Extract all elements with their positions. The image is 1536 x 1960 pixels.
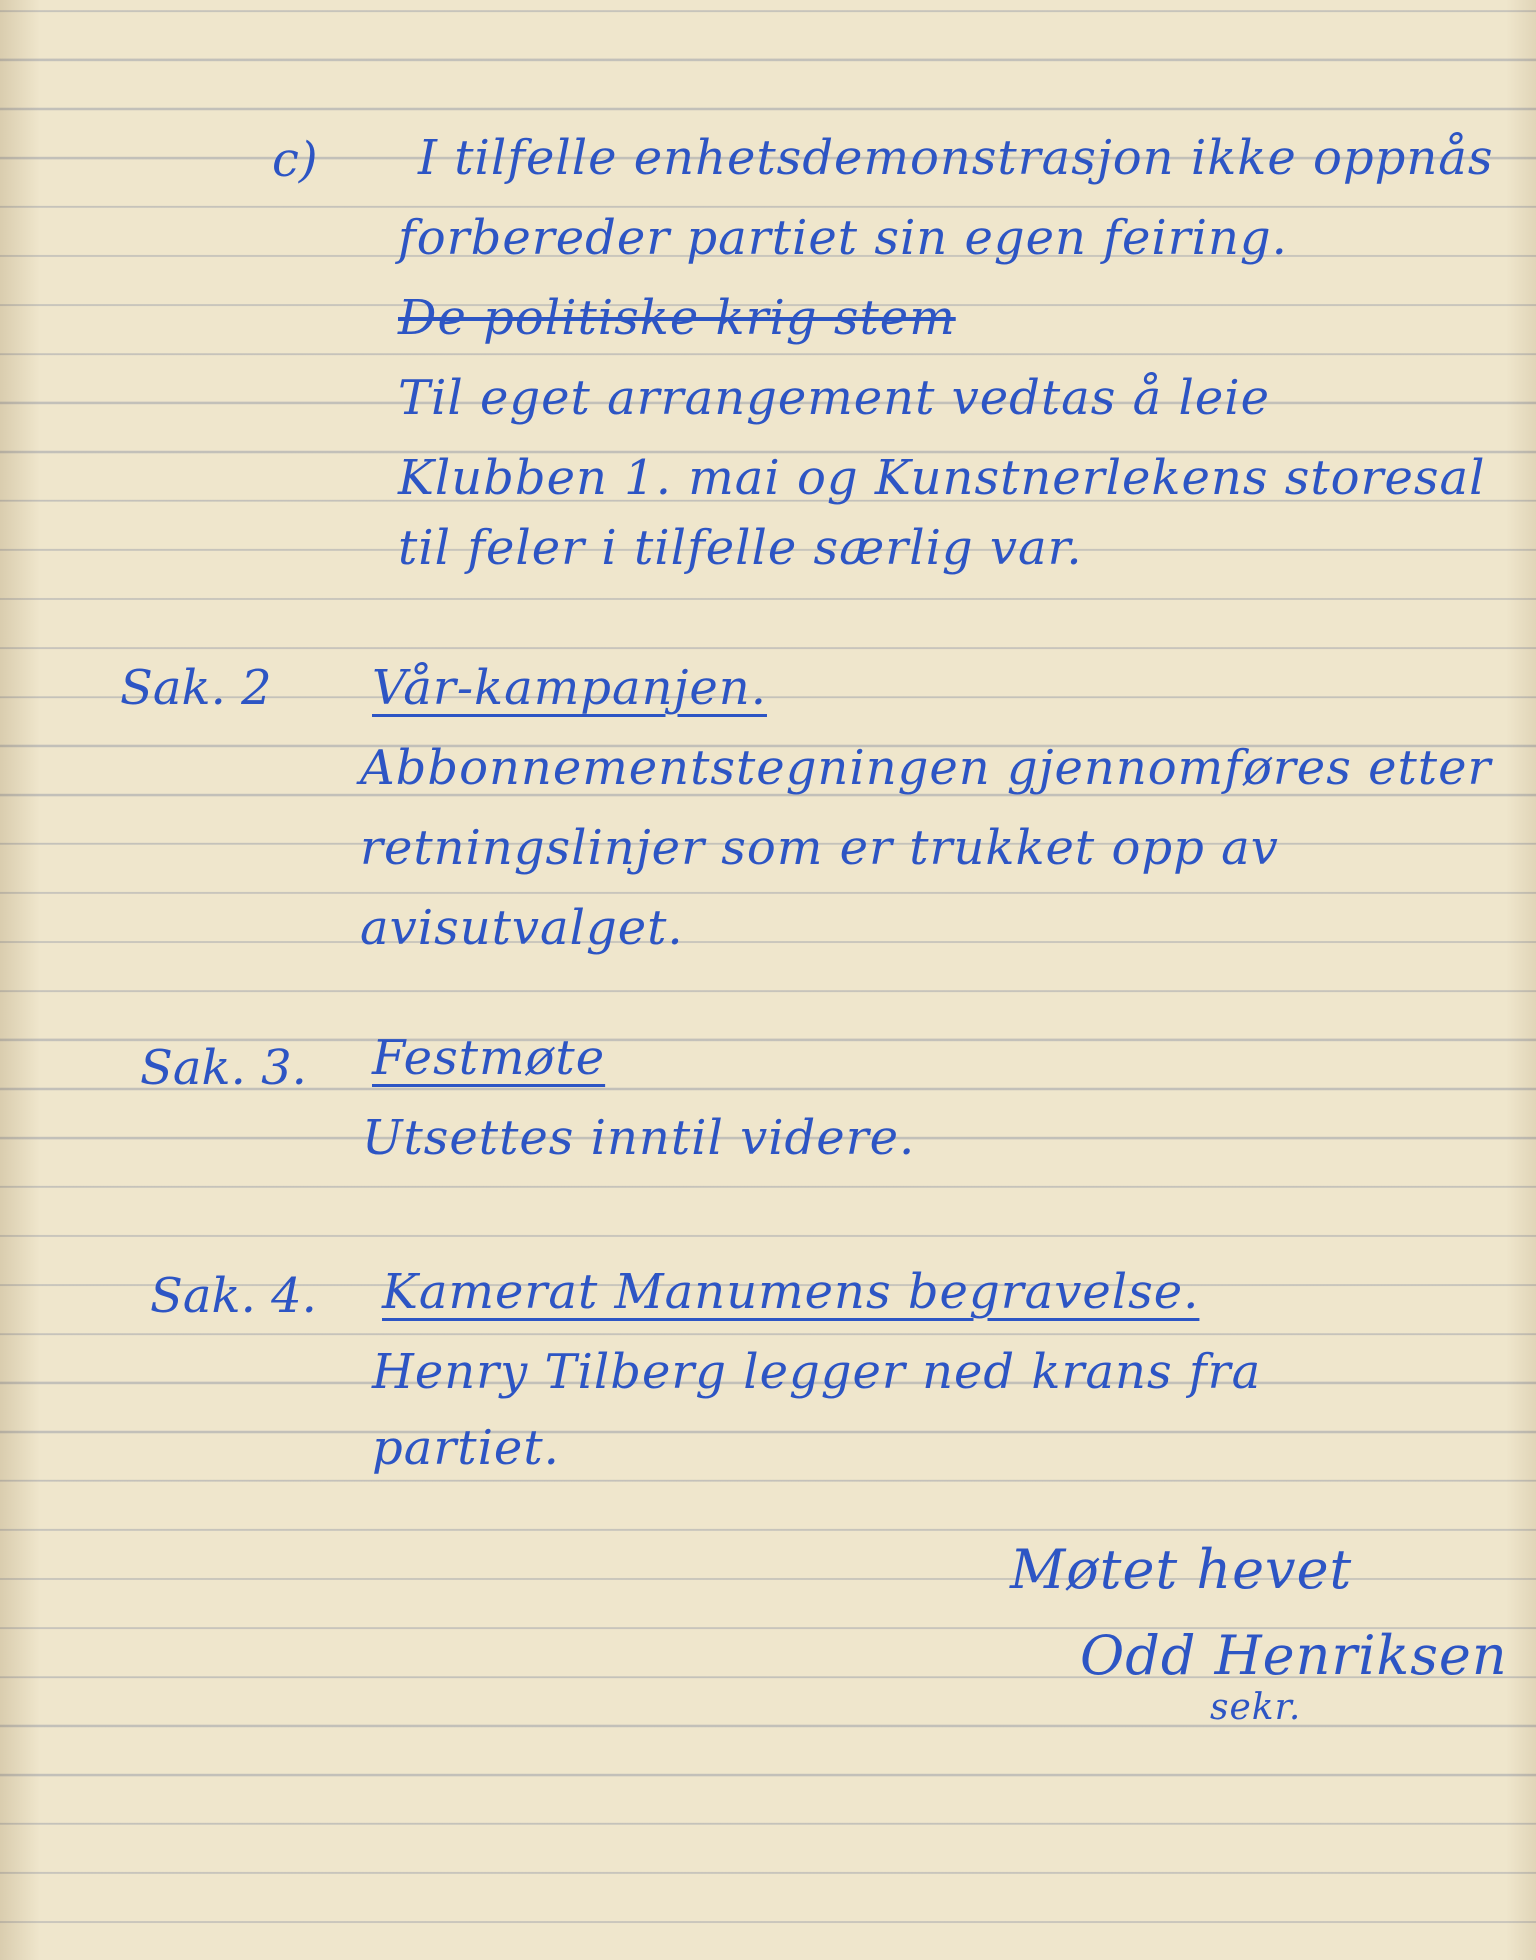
signature-name: Odd Henriksen [1080, 1624, 1508, 1687]
item-c-line-1: I tilfelle enhetsdemonstrasjon ikke oppnås [418, 130, 1494, 186]
sak-3-heading: Festmøte [372, 1030, 606, 1086]
item-c-line-4: Til eget arrangement vedtas å leie [398, 370, 1271, 426]
sak-4-heading: Kamerat Manumens begravelse. [382, 1264, 1200, 1320]
sak-2-line-2: retningslinjer som er trukket opp av [360, 820, 1279, 876]
item-c-line-6: til feler i tilfelle særlig var. [398, 520, 1083, 576]
sak-2-line-3: avisutvalget. [360, 900, 684, 956]
bleed-through-text [250, 190, 267, 253]
item-c-line-5: Klubben 1. mai og Kunstnerlekens storesal [398, 450, 1486, 506]
item-c-line-2: forbereder partiet sin egen feiring. [398, 210, 1288, 266]
sak-4-line-2: partiet. [372, 1420, 560, 1476]
meeting-adjourned-text: Møtet hevet [1010, 1538, 1353, 1601]
sak-4-label: Sak. 4. [150, 1268, 317, 1324]
sak-2-line-1: Abbonnementstegningen gjennomføres etter [360, 740, 1492, 796]
sak-2-heading: Vår-kampanjen. [372, 660, 767, 716]
item-c-label: c) [272, 132, 318, 188]
sak-2-label: Sak. 2 [120, 660, 272, 716]
signature-role: sekr. [1210, 1687, 1302, 1728]
item-c-struck-line: De politiske krig stem [398, 290, 956, 346]
sak-3-label: Sak. 3. [140, 1040, 307, 1096]
sak-4-line-1: Henry Tilberg legger ned krans fra [372, 1344, 1262, 1400]
sak-3-line-1: Utsettes inntil videre. [362, 1110, 916, 1166]
